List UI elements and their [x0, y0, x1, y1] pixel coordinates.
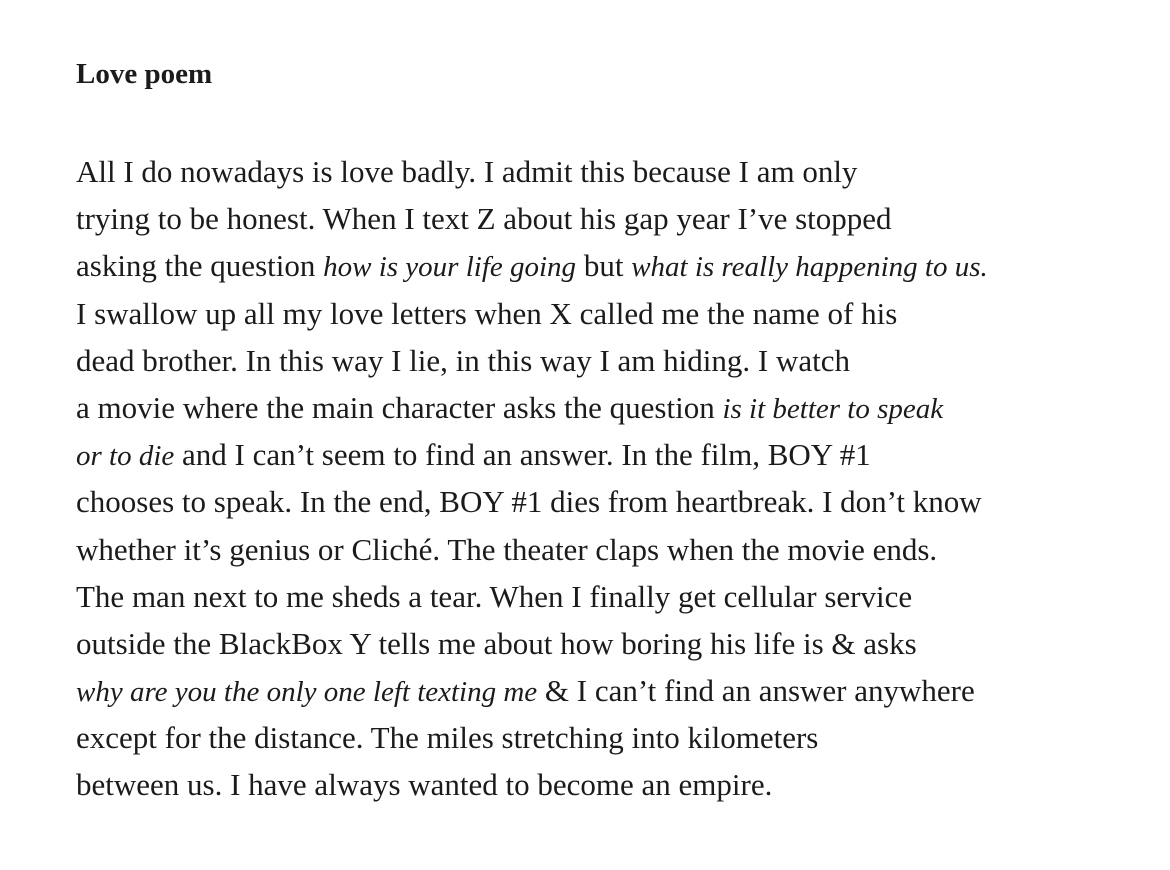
poem-title: Love poem [76, 58, 213, 90]
poem-italic-phrase: why are you the only one left texting me [76, 676, 538, 709]
poem-line [76, 761, 1156, 808]
poem-text: trying to be honest. When I text Z about his gap year I’ve stopped [76, 201, 892, 237]
poem-line [76, 478, 1156, 525]
poem-line [76, 290, 1156, 337]
poem-line [76, 714, 1156, 761]
poem-text: except for the distance. The miles stretching into kilometers [76, 720, 819, 756]
poem-italic-phrase: is it better to speak [722, 392, 944, 425]
poem-line [76, 384, 1156, 431]
poem-line [76, 431, 1156, 478]
poem-italic-phrase: or to die [76, 440, 175, 473]
poem-text: asking the question [76, 248, 324, 284]
poem-line [76, 337, 1156, 384]
poem-italic-phrase: how is your life going [323, 251, 577, 284]
poem-line [76, 667, 1156, 714]
poem-text: a movie where the main character asks the question [76, 389, 723, 425]
poem-text: & I can’t find an answer anywhere [537, 673, 975, 709]
poem-line [76, 148, 1156, 195]
poem-text: whether it’s genius or Cliché. The theater claps when the movie ends. [76, 531, 938, 567]
poem-italic-phrase: what is really happening to us. [631, 251, 988, 284]
poem-line [76, 242, 1156, 289]
poem-text: All I do nowadays is love badly. I admit this because I am only [76, 154, 858, 189]
poem-text: and I can’t seem to find an answer. In the film, BOY #1 [174, 437, 871, 473]
poem-line [76, 573, 1156, 620]
poem-text: outside the BlackBox Y tells me about how boring his life is & asks [76, 625, 917, 661]
poem-line [76, 526, 1156, 573]
poem-text: but [576, 248, 632, 284]
poem-text: The man next to me sheds a tear. When I finally get cellular service [76, 578, 913, 614]
poem-body [76, 148, 1156, 809]
poem-text: between us. I have always wanted to become an empire. [76, 767, 773, 803]
poem-line [76, 620, 1156, 667]
poem-text: dead brother. In this way I lie, in this way I am hiding. I watch [76, 342, 850, 378]
poem-text: chooses to speak. In the end, BOY #1 dies from heartbreak. I don’t know [76, 484, 982, 520]
poem-text: I swallow up all my love letters when X called me the name of his [76, 295, 898, 331]
poem-line [76, 195, 1156, 242]
